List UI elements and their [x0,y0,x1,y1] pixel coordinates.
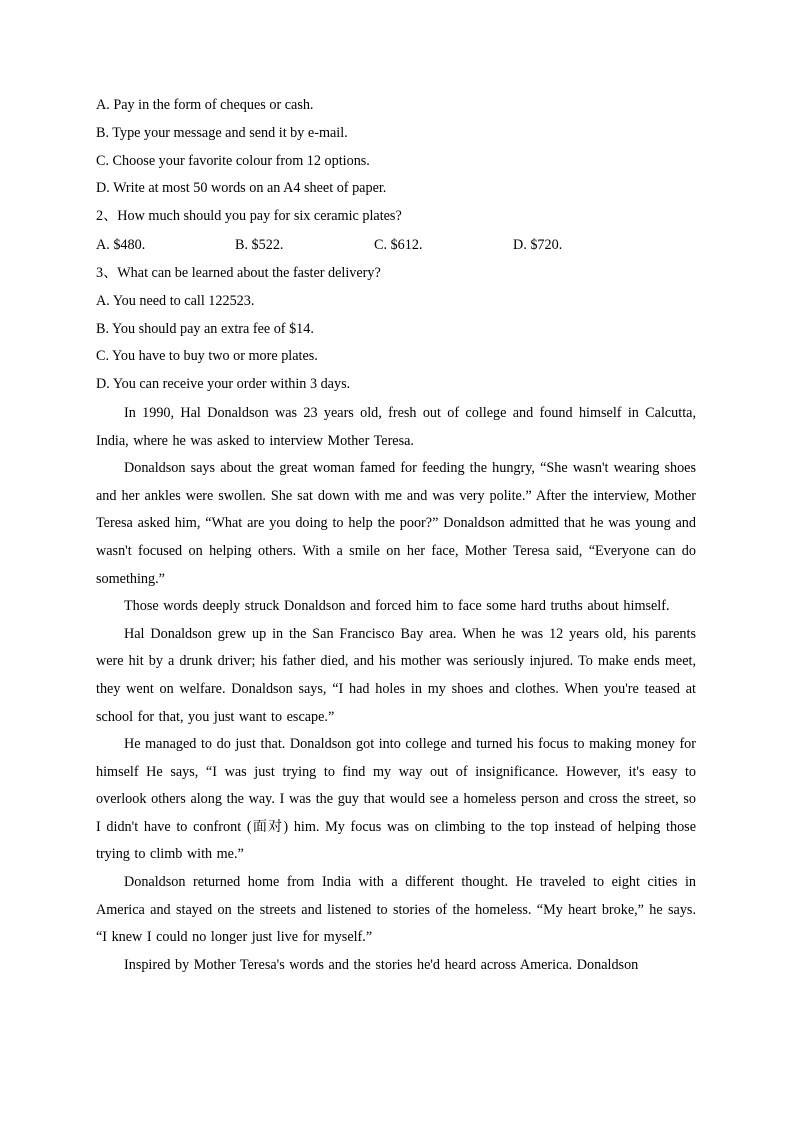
passage-paragraph: Donaldson says about the great woman famed for feeding the hungry, “She wasn't wearing shoes and her ankles were swollen. She sat down with me and was very polite.” After the interview, Mother Teresa asked him, “What are you doing to help the poor?” Donaldson admitted that he was young and wasn't focused on helping others. With a smile on her face, Mother Teresa said, “Everyone can do something.” [96,460,696,587]
q3-option-c: C. You have to buy two or more plates. [96,348,318,365]
q1-option-c: C. Choose your favorite colour from 12 options. [96,152,370,169]
document-page [96,92,696,979]
question-3 [96,260,696,399]
passage-paragraph: Hal Donaldson grew up in the San Francisco Bay area. When he was 12 years old, his parents were hit by a drunk driver; his father died, and his mother was seriously injured. To make ends meet, they went on welfare. Donaldson says, “I had holes in my shoes and clothes. When you're teased at school for that, you just want to escape.” [96,625,696,725]
passage-paragraph: Those words deeply struck Donaldson and forced him to face some hard truths about himself. [124,598,670,615]
q2-option-d: D. $720. [513,236,563,253]
q3-option-b: B. You should pay an extra fee of $14. [96,320,314,337]
q3-option-d: D. You can receive your order within 3 days. [96,376,351,393]
passage-paragraph: In 1990, Hal Donaldson was 23 years old, fresh out of college and found himself in Calcutta, India, where he was asked to interview Mother Teresa. [96,404,696,449]
q3-stem: 3、What can be learned about the faster delivery? [96,264,381,281]
q2-option-b: B. $522. [235,236,284,253]
q1-option-a: A. Pay in the form of cheques or cash. [96,97,314,113]
q1-option-b: B. Type your message and send it by e-mail. [96,124,348,141]
passage-paragraph: He managed to do just that. Donaldson got into college and turned his focus to making money for himself He says, “I was just trying to find my way out of insignificance. However, it's easy to overlook others along the way. I was the guy that would see a homeless person and cross the street, so I didn't have to confront (面对) him. My focus was on climbing to the top instead of helping those trying to climb with me.” [96,736,696,863]
passage-paragraph: Inspired by Mother Teresa's words and the stories he'd heard across America. Donaldson [124,956,639,973]
q2-options [96,231,696,260]
passage-paragraph: Donaldson returned home from India with a different thought. He traveled to eight cities in America and stayed on the streets and listened to stories of the homeless. “My heart broke,” he says. “I knew I could no longer just live for myself.” [96,874,696,946]
q1-option-d: D. Write at most 50 words on an A4 sheet of paper. [96,180,387,197]
q3-option-a: A. You need to call 122523. [96,292,255,309]
q2-stem: 2、How much should you pay for six ceramic plates? [96,208,402,225]
q2-option-c: C. $612. [374,236,423,253]
question-1-options [96,92,696,203]
reading-passage [96,400,696,979]
q2-option-a: A. $480. [96,236,146,253]
question-2 [96,203,696,260]
